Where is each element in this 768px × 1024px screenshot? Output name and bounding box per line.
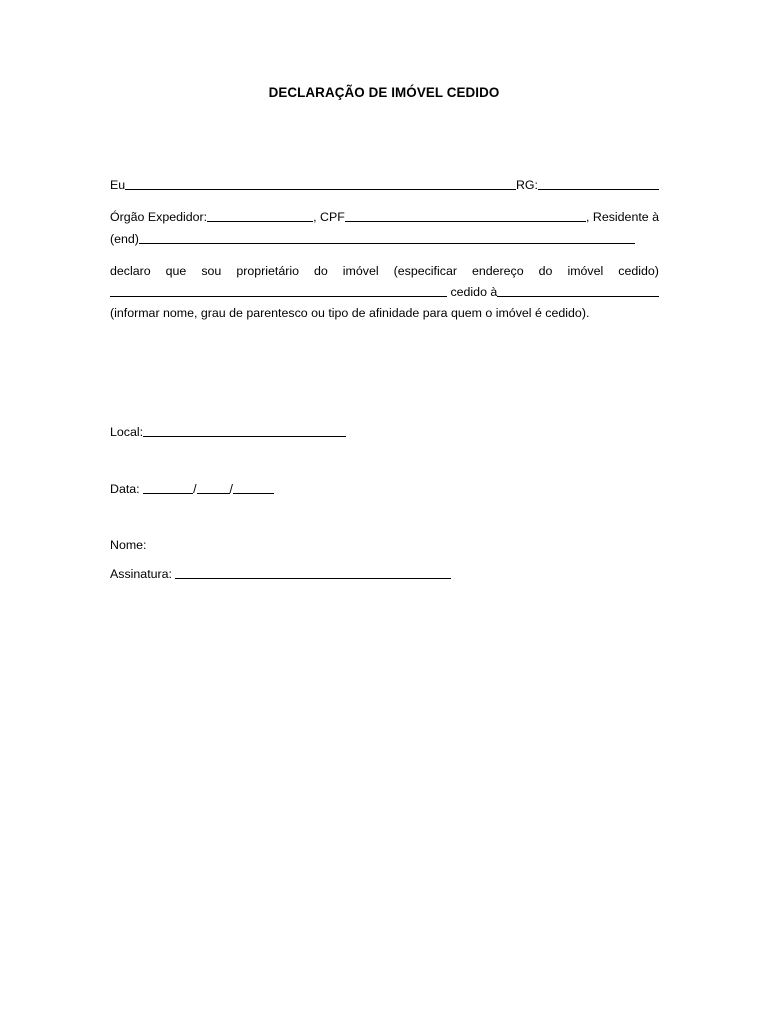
line-end	[110, 231, 635, 247]
line-assinatura	[110, 566, 451, 582]
cpf-label: , CPF	[313, 210, 345, 224]
line-local	[110, 424, 346, 440]
informar-note: (informar nome, grau de parentesco ou tipo de afinidade para quem o imóvel é cedido).	[110, 306, 590, 320]
assinatura-label: Assinatura:	[110, 567, 176, 581]
declaro-word: declaro	[110, 264, 151, 278]
cedido-label: cedido à	[447, 285, 498, 299]
property-address-blank[interactable]	[110, 284, 447, 297]
date-separator: /	[193, 482, 197, 496]
line-orgao-cpf	[110, 209, 659, 225]
declaro-word: imóvel	[342, 264, 379, 278]
signature-blank[interactable]	[175, 566, 451, 579]
date-separator: /	[229, 482, 233, 496]
line-declaro	[110, 263, 659, 279]
rg-blank[interactable]	[538, 177, 659, 190]
document-title: DECLARAÇÃO DE IMÓVEL CEDIDO	[268, 85, 500, 100]
eu-label: Eu	[110, 178, 126, 192]
residente-label: , Residente à	[585, 210, 659, 224]
declaro-word: cedido)	[618, 264, 659, 278]
declaro-word: imóvel	[567, 264, 604, 278]
cpf-blank[interactable]	[345, 209, 586, 222]
local-blank[interactable]	[143, 424, 346, 437]
declaro-word: do	[314, 264, 328, 278]
year-blank[interactable]	[233, 481, 274, 494]
address-blank[interactable]	[139, 231, 635, 244]
line-cedido	[110, 284, 659, 300]
declaro-word: do	[538, 264, 553, 278]
declaro-word: que	[165, 264, 187, 278]
declaro-word: (especificar	[393, 264, 457, 278]
day-blank[interactable]	[143, 481, 193, 494]
data-label: Data:	[110, 482, 144, 496]
name-blank[interactable]	[125, 177, 516, 190]
declaro-word: sou	[201, 264, 222, 278]
month-blank[interactable]	[197, 481, 230, 494]
end-label: (end)	[110, 232, 139, 246]
line-data	[110, 481, 274, 497]
declaro-word: proprietário	[236, 264, 299, 278]
line-eu-rg	[110, 177, 659, 193]
rg-label: RG:	[515, 178, 538, 192]
cedido-blank[interactable]	[497, 284, 659, 297]
local-label: Local:	[110, 425, 144, 439]
orgao-label: Órgão Expedidor:	[110, 210, 208, 224]
orgao-blank[interactable]	[207, 209, 313, 222]
declaro-word: endereço	[471, 264, 524, 278]
nome-label: Nome:	[110, 538, 147, 552]
